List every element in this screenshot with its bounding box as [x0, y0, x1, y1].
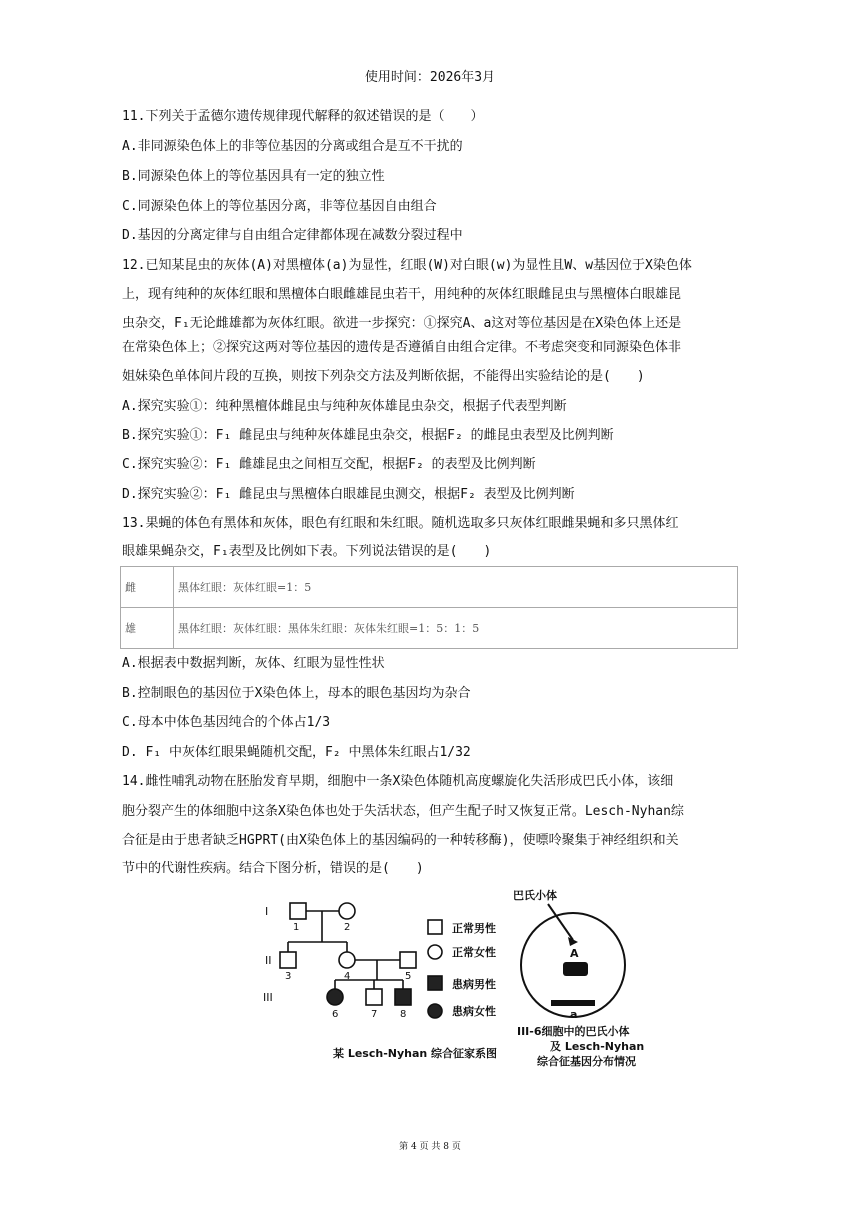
table-cell-sex: 雌: [121, 567, 174, 608]
legend-symbol-normal-female: [428, 945, 442, 959]
usage-time-header: 使用时间：2026年3月: [364, 70, 496, 85]
pedigree-female-affected: [327, 989, 343, 1005]
q13-option-b: B.控制眼色的基因位于X染色体上，母本的眼色基因均为杂合: [122, 686, 471, 701]
table-cell-ratio: 黑体红眼：灰体红眼：黑体朱红眼：灰体朱红眼=1：5：1：5: [174, 608, 738, 649]
q14-stem-line-3: 合征是由于患者缺乏HGPRT(由X染色体上的基因编码的一种转移酶)，使嘌呤聚集于神经组织和关: [122, 833, 679, 848]
individual-number: 2: [344, 922, 351, 933]
cell-caption-line: 及 Lesch-Nyhan: [550, 1040, 645, 1053]
table-cell-sex: 雄: [121, 608, 174, 649]
generation-label: III: [263, 991, 273, 1004]
q11-option-b: B.同源染色体上的等位基因具有一定的独立性: [122, 169, 385, 184]
active-x-chromosome: [551, 1000, 595, 1006]
cell-caption-line: III-6细胞中的巴氏小体: [517, 1025, 630, 1038]
q12-option-d: D.探究实验②：F₁ 雌昆虫与黑檀体白眼雄昆虫测交，根据F₂ 表型及比例判断: [122, 487, 575, 502]
allele-a-lower-label: a: [570, 1008, 578, 1021]
q11-option-c: C.同源染色体上的等位基因分离，非等位基因自由组合: [122, 199, 437, 214]
individual-number: 5: [405, 971, 412, 982]
individual-number: 4: [344, 971, 351, 982]
q13-option-c: C.母本中体色基因纯合的个体占1/3: [122, 715, 331, 730]
table-row: [121, 567, 738, 608]
pedigree-figure: [255, 880, 695, 1090]
cell-caption-line: 综合征基因分布情况: [537, 1055, 636, 1068]
q14-stem-line-1: 14.雌性哺乳动物在胚胎发育早期，细胞中一条X染色体随机高度螺旋化失活形成巴氏小体，该细: [122, 774, 674, 789]
individual-number: 6: [332, 1009, 339, 1020]
q12-stem-line-2: 上，现有纯种的灰体红眼和黑檀体白眼雌雄昆虫若干，用纯种的灰体红眼雌昆虫与黑檀体白眼雄昆: [122, 287, 682, 302]
q12-option-a: A.探究实验①：纯种黑檀体雌昆虫与纯种灰体雄昆虫杂交，根据子代表型判断: [122, 399, 567, 414]
pedigree-male-affected: [395, 989, 411, 1005]
q12-stem-line-3: 虫杂交，F₁无论雌雄都为灰体红眼。欲进一步探究：①探究A、a这对等位基因是在X染色体上还是: [122, 316, 682, 331]
barr-body-label: 巴氏小体: [513, 889, 557, 902]
q12-option-b: B.探究实验①：F₁ 雌昆虫与纯种灰体雄昆虫杂交，根据F₂ 的雌昆虫表型及比例判断: [122, 428, 614, 443]
table-cell-ratio: 黑体红眼：灰体红眼=1：5: [174, 567, 738, 608]
legend-label: 患病男性: [452, 978, 496, 991]
q14-stem-line-4: 节中的代谢性疾病。结合下图分析，错误的是( ): [122, 861, 424, 876]
barr-body: [563, 962, 588, 976]
f1-phenotype-table: [120, 566, 738, 649]
individual-number: 7: [371, 1009, 378, 1020]
q12-stem-line-1: 12.已知某昆虫的灰体(A)对黑檀体(a)为显性，红眼(W)对白眼(w)为显性且W、w基因位于X染色体: [122, 258, 692, 273]
individual-number: 8: [400, 1009, 407, 1020]
q12-option-c: C.探究实验②：F₁ 雌雄昆虫之间相互交配，根据F₂ 的表型及比例判断: [122, 457, 536, 472]
q14-stem-line-2: 胞分裂产生的体细胞中这条X染色体也处于失活状态，但产生配子时又恢复正常。Lesch-Nyhan综: [122, 804, 684, 819]
generation-label: II: [265, 954, 272, 967]
legend-label: 患病女性: [452, 1005, 496, 1018]
legend-label: 正常女性: [452, 946, 496, 959]
legend-symbol-normal-male: [428, 920, 442, 934]
individual-number: 3: [285, 971, 292, 982]
individual-number: 1: [293, 922, 300, 933]
q12-stem-line-5: 姐妹染色单体间片段的互换，则按下列杂交方法及判断依据，不能得出实验结论的是( ): [122, 369, 645, 384]
pedigree-female-normal: [339, 903, 355, 919]
legend-symbol-affected-female: [428, 1004, 442, 1018]
pedigree-female-normal: [339, 952, 355, 968]
legend-label: 正常男性: [452, 922, 496, 935]
q11-option-a: A.非同源染色体上的非等位基因的分离或组合是互不干扰的: [122, 139, 463, 154]
q11-stem: 11.下列关于孟德尔遗传规律现代解释的叙述错误的是（ ）: [122, 109, 484, 124]
pedigree-male-normal: [366, 989, 382, 1005]
q13-stem-line-2: 眼雄果蝇杂交，F₁表型及比例如下表。下列说法错误的是( ): [122, 544, 492, 559]
q13-option-a: A.根据表中数据判断，灰体、红眼为显性性状: [122, 656, 385, 671]
q13-stem-line-1: 13.果蝇的体色有黑体和灰体，眼色有红眼和朱红眼。随机选取多只灰体红眼雌果蝇和多只黑体红: [122, 516, 679, 531]
pedigree-male-normal: [280, 952, 296, 968]
legend-symbol-affected-male: [428, 976, 442, 990]
page-number-footer: 第 4 页 共 8 页: [399, 1142, 461, 1152]
pedigree-male-normal: [400, 952, 416, 968]
pedigree-male-normal: [290, 903, 306, 919]
q12-stem-line-4: 在常染色体上；②探究这两对等位基因的遗传是否遵循自由组合定律。不考虑突变和同源染色体非: [122, 340, 682, 355]
generation-label: I: [265, 905, 269, 918]
allele-a-upper-label: A: [570, 947, 579, 960]
q11-option-d: D.基因的分离定律与自由组合定律都体现在减数分裂过程中: [122, 228, 463, 243]
table-row: [121, 608, 738, 649]
pedigree-caption: 某 Lesch-Nyhan 综合征家系图: [333, 1047, 498, 1060]
q13-option-d: D. F₁ 中灰体红眼果蝇随机交配，F₂ 中黑体朱红眼占1/32: [122, 745, 471, 760]
